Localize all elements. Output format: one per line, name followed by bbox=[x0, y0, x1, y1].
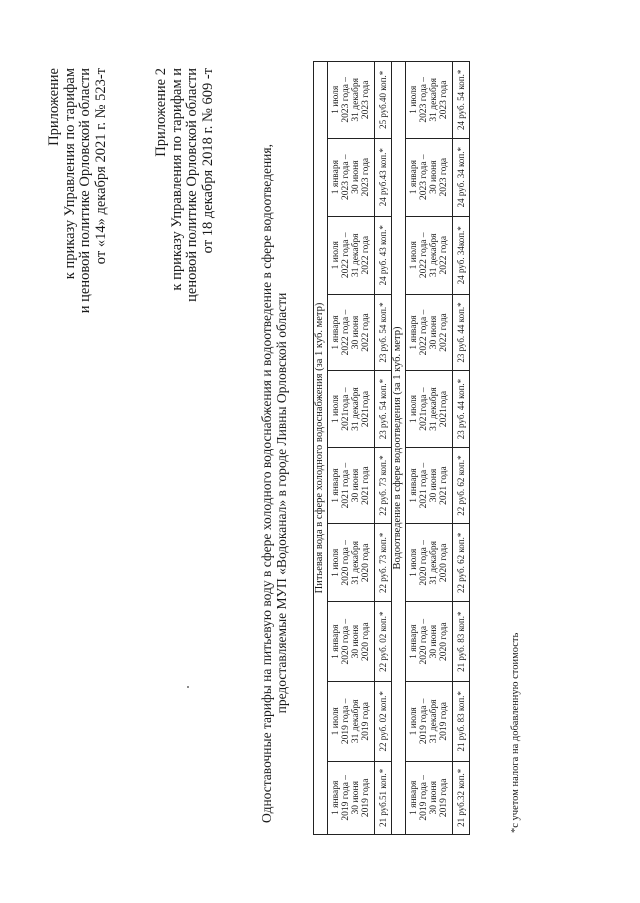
water-periods-row bbox=[328, 62, 375, 835]
document-title bbox=[259, 144, 289, 823]
period-cell: 1 июля 2022 года – 31 декабря 2022 года bbox=[406, 216, 453, 294]
sewer-header-row bbox=[392, 62, 406, 835]
tariff-value-cell: 24 руб. 34коп.* bbox=[453, 216, 470, 294]
tariff-value-cell: 21 руб. 83 коп.* bbox=[453, 602, 470, 682]
period-cell: 1 июля 2020 года – 31 декабря 2020 года bbox=[328, 524, 375, 602]
appendix-2-line: к приказу Управления по тарифам и bbox=[168, 68, 185, 291]
appendix-1-line: к приказу Управления по тарифам bbox=[61, 68, 78, 280]
appendix-2-line: от 18 декабря 2018 г. № 609 -т bbox=[199, 68, 216, 254]
appendix-1-line: Приложение bbox=[46, 68, 62, 146]
tariff-value-cell: 22 руб. 02 коп.* bbox=[375, 602, 392, 682]
tariff-value-cell: 24 руб. 43 коп.* bbox=[375, 216, 392, 294]
period-cell: 1 января 2023 года – 30 июня 2023 года bbox=[406, 138, 453, 216]
period-cell: 1 января 2019 года – 30 июня 2019 года bbox=[406, 761, 453, 834]
appendix-1-line: и ценовой политике Орловской области bbox=[77, 68, 93, 314]
sewer-values-row bbox=[453, 62, 470, 835]
water-section-header: Питьевая вода в сфере холодного водоснабжения (за 1 куб. метр) bbox=[314, 62, 328, 835]
tariff-value-cell: 24 руб. 34 коп.* bbox=[453, 138, 470, 216]
appendix-1-header bbox=[47, 68, 109, 313]
tariff-value-cell: 21 руб.32 коп.* bbox=[453, 761, 470, 834]
tariff-value-cell: 21 руб. 83 коп.* bbox=[453, 681, 470, 761]
tariff-value-cell: 22 руб. 73 коп.* bbox=[375, 524, 392, 602]
period-cell: 1 января 2019 года – 30 июня 2019 года bbox=[328, 761, 375, 834]
period-cell: 1 июля 2019 года – 31 декабря 2019 года bbox=[406, 681, 453, 761]
period-cell: 1 июля 2019 года – 31 декабря 2019 года bbox=[328, 681, 375, 761]
period-cell: 1 января 2020 года – 30 июня 2020 года bbox=[406, 602, 453, 682]
sewer-periods-row bbox=[406, 62, 453, 835]
tariff-value-cell: 22 руб. 73 коп.* bbox=[375, 447, 392, 524]
water-values-row bbox=[375, 62, 392, 835]
tariff-value-cell: 22 руб. 62 коп.* bbox=[453, 524, 470, 602]
period-cell: 1 января 2022 года – 30 июня 2022 года bbox=[328, 294, 375, 371]
vat-footnote: *с учетом налога на добавленную стоимость bbox=[510, 632, 521, 833]
tariff-table bbox=[313, 61, 470, 835]
period-cell: 1 июля 2021года – 31 декабря 2021года bbox=[406, 371, 453, 448]
tariff-value-cell: 24 руб.43 коп.* bbox=[375, 138, 392, 216]
water-header-row bbox=[314, 62, 328, 835]
period-cell: 1 июля 2021года – 31 декабря 2021года bbox=[328, 371, 375, 448]
period-cell: 1 июля 2023 года – 31 декабря 2023 года bbox=[328, 62, 375, 139]
title-line: Одноставочные тарифы на питьевую воду в сфере холодного водоснабжения и водоотведение в сфере водоотведения, bbox=[259, 144, 274, 823]
sewer-section-header: Водоотведение в сфере водоотведения (за 1 куб. метр) bbox=[392, 62, 406, 835]
tariff-value-cell: 23 руб. 44 коп.* bbox=[453, 371, 470, 448]
tariff-value-cell: 23 руб. 54 коп.* bbox=[375, 294, 392, 371]
period-cell: 1 января 2021 года – 30 июня 2021 года bbox=[406, 447, 453, 524]
period-cell: 1 января 2023 года – 30 июня 2023 года bbox=[328, 138, 375, 216]
tariff-value-cell: 22 руб. 02 коп.* bbox=[375, 681, 392, 761]
period-cell: 1 января 2021 года – 30 июня 2021 года bbox=[328, 447, 375, 524]
scan-speck bbox=[187, 686, 189, 688]
tariff-value-cell: 21 руб.51 коп.* bbox=[375, 761, 392, 834]
appendix-2-header bbox=[154, 68, 216, 302]
tariff-value-cell: 23 руб. 54 коп.* bbox=[375, 371, 392, 448]
period-cell: 1 января 2022 года – 30 июня 2022 года bbox=[406, 294, 453, 371]
appendix-1-line: от «14» декабря 2021 г. № 523-т bbox=[92, 68, 109, 265]
appendix-2-line: Приложение 2 bbox=[153, 68, 169, 157]
appendix-2-line: ценовой политике Орловской области bbox=[184, 68, 200, 302]
tariff-value-cell: 23 руб. 44 коп.* bbox=[453, 294, 470, 371]
period-cell: 1 июля 2022 года – 31 декабря 2022 года bbox=[328, 216, 375, 294]
tariff-value-cell: 25 руб.40 коп.* bbox=[375, 62, 392, 139]
period-cell: 1 июля 2020 года – 31 декабря 2020 года bbox=[406, 524, 453, 602]
tariff-value-cell: 22 руб. 62 коп.* bbox=[453, 447, 470, 524]
period-cell: 1 января 2020 года – 30 июня 2020 года bbox=[328, 602, 375, 682]
period-cell: 1 июля 2023 года – 31 декабря 2023 года bbox=[406, 62, 453, 139]
tariff-value-cell: 24 руб. 54 коп.* bbox=[453, 62, 470, 139]
title-line: предоставляемые МУП «Водоканал» в городе Ливны Орловской области bbox=[273, 292, 289, 714]
